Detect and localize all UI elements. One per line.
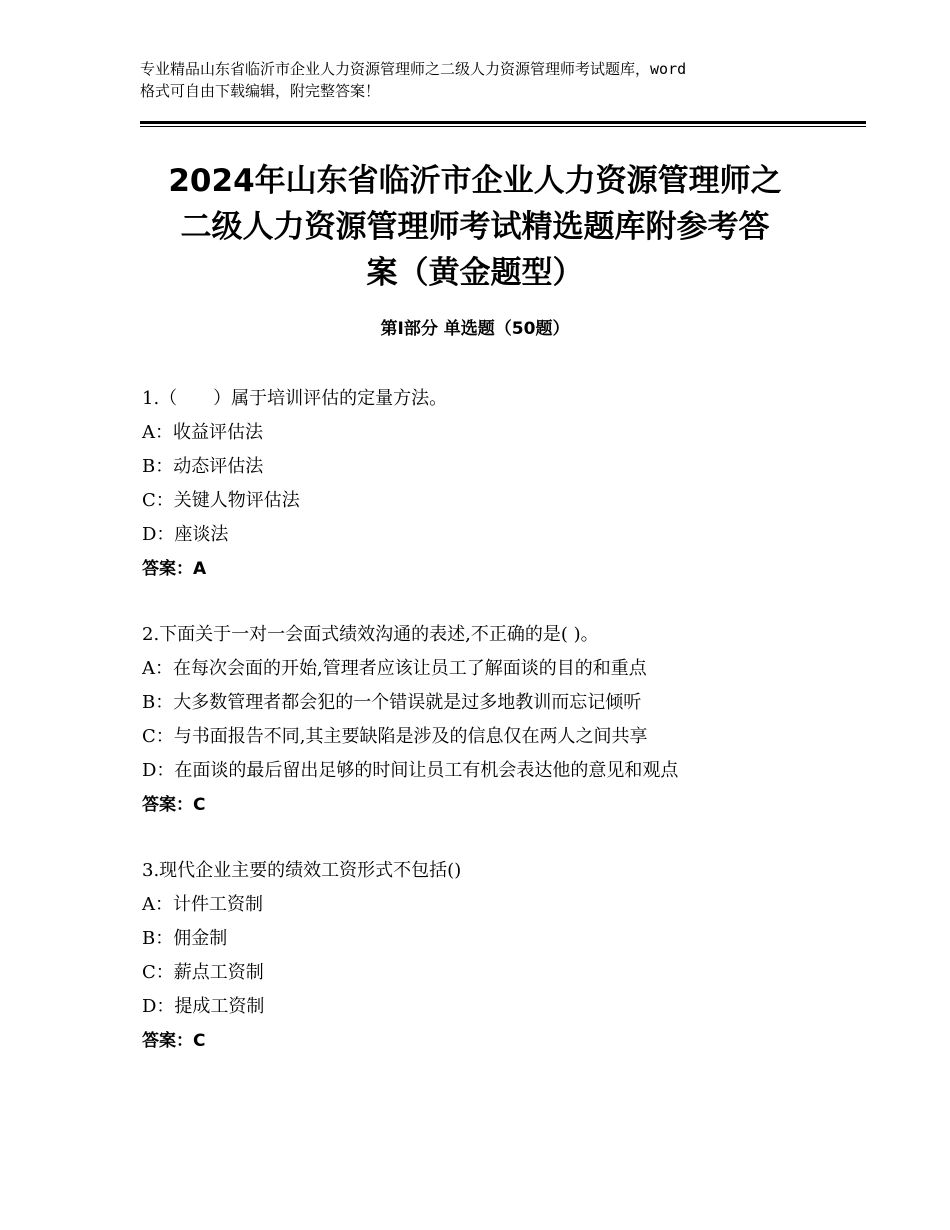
question-1	[142, 382, 862, 586]
section-title: 第Ⅰ部分 单选题（50题）	[380, 319, 570, 339]
header-note	[140, 58, 830, 102]
answer: 答案：A	[142, 559, 207, 579]
question-3	[142, 854, 862, 1058]
document-title-line-2: 二级人力资源管理师考试精选题库附参考答	[180, 209, 770, 245]
option-c: C：关键人物评估法	[142, 490, 300, 511]
header-note-line-2: 格式可自由下载编辑，附完整答案！	[140, 82, 381, 100]
question-stem: 3.现代企业主要的绩效工资形式不包括()	[142, 860, 462, 881]
option-b: B：大多数管理者都会犯的一个错误就是过多地教训而忘记倾听	[142, 692, 642, 713]
question-list	[142, 382, 862, 1090]
document-title-line-3: 案（黄金题型）	[366, 255, 584, 291]
header-divider-thin	[140, 126, 866, 127]
question-2	[142, 618, 862, 822]
option-b: B：佣金制	[142, 928, 228, 949]
option-d: D：提成工资制	[142, 996, 265, 1017]
header-note-line-1: 专业精品山东省临沂市企业人力资源管理师之二级人力资源管理师考试题库，word	[140, 60, 687, 78]
option-a: A：在每次会面的开始,管理者应该让员工了解面谈的目的和重点	[142, 658, 647, 679]
option-d: D：座谈法	[142, 524, 229, 545]
answer: 答案：C	[142, 1031, 206, 1051]
option-a: A：计件工资制	[142, 894, 263, 915]
document-title	[130, 158, 820, 296]
option-d: D：在面谈的最后留出足够的时间让员工有机会表达他的意见和观点	[142, 760, 679, 781]
header-divider-thick	[140, 121, 866, 124]
option-c: C：薪点工资制	[142, 962, 264, 983]
option-a: A：收益评估法	[142, 422, 263, 443]
option-c: C：与书面报告不同,其主要缺陷是涉及的信息仅在两人之间共享	[142, 726, 648, 747]
document-title-line-1: 2024年山东省临沂市企业人力资源管理师之	[168, 163, 782, 199]
question-stem: 2.下面关于一对一会面式绩效沟通的表述,不正确的是( )。	[142, 624, 599, 645]
answer: 答案：C	[142, 795, 206, 815]
option-b: B：动态评估法	[142, 456, 264, 477]
question-stem: 1.（ ）属于培训评估的定量方法。	[142, 388, 448, 409]
